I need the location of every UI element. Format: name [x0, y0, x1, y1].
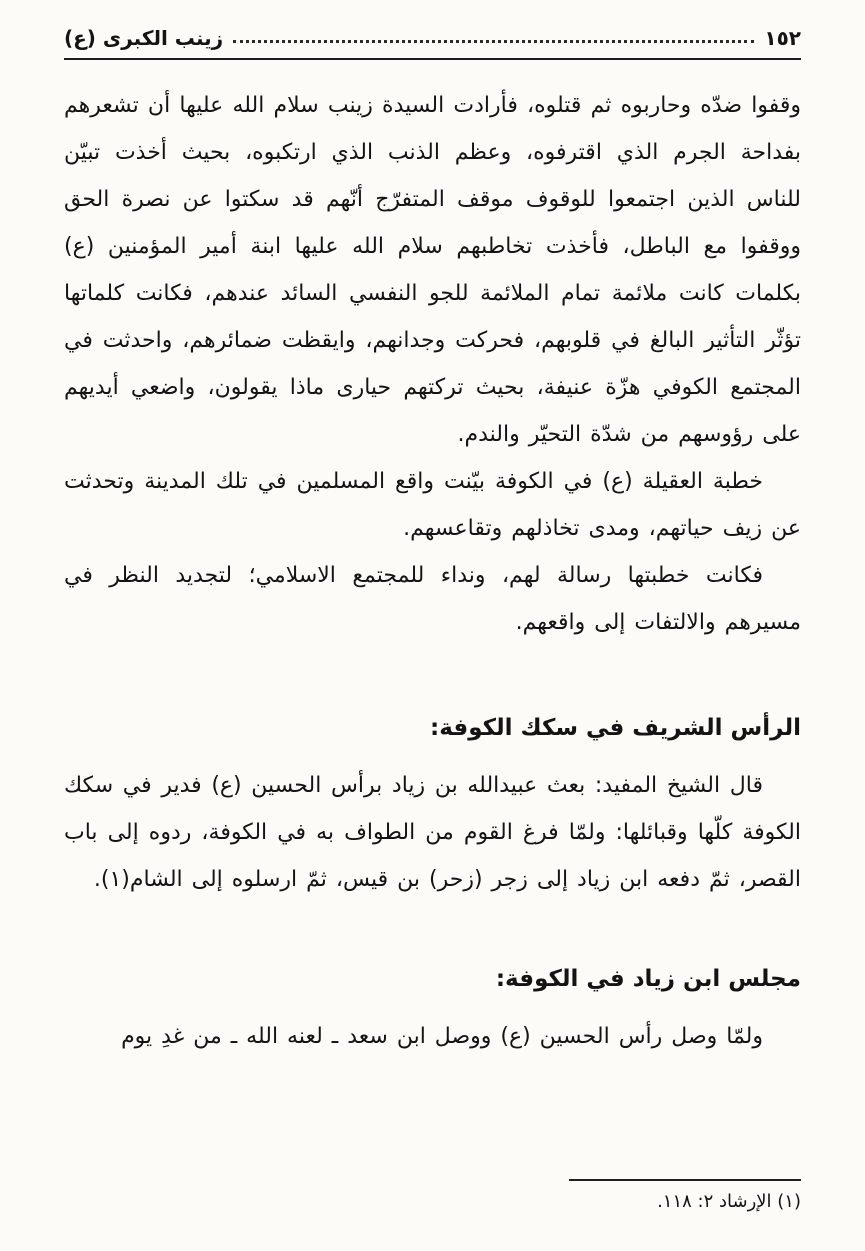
paragraph-1: وقفوا ضدّه وحاربوه ثم قتلوه، فأرادت السيدة زينب سلام الله عليها أن تشعرهم بفداحة الجرم الذي اقترفوه، وعظم الذنب الذي ارتكبوه، بحيث أخذت تبيّن للناس الذين اجتمعوا للوقوف موقف المتفرّج أنّهم قد سكتوا عن نصرة الحق ووقفوا مع الباطل، فأخذت تخاطبهم سلام الله عليها ابنة أمير المؤمنين (ع) بكلمات كانت ملائمة تمام الملائمة للجو النفسي السائد عندهم، فكانت كلماتها تؤثّر التأثير البالغ في قلوبهم، فحركت وجدانهم، وايقظت ضمائرهم، واحدثت في المجتمع الكوفي هزّة عنيفة، بحيث تركتهم حيارى ماذا يقولون، واضعي أيديهم على رؤوسهم من شدّة التحيّر والندم.	[64, 93, 801, 447]
footnote-area	[64, 1179, 801, 1215]
header-leader-dots	[233, 40, 754, 43]
paragraph-2: خطبة العقيلة (ع) في الكوفة بيّنت واقع المسلمين في تلك المدينة وتحدثت عن زيف حياتهم، ومدى تخاذلهم وتقاعسهم.	[64, 469, 801, 541]
header-rule	[64, 58, 801, 60]
page-number: ١٥٢	[764, 26, 801, 50]
page-body	[64, 82, 801, 1060]
section-heading-ibn-ziyad-majlis: مجلس ابن زياد في الكوفة:	[495, 966, 801, 992]
footnote-text: (١) الإرشاد ٢: ١١٨.	[657, 1191, 801, 1212]
book-title: زينب الكبرى (ع)	[64, 26, 224, 50]
paragraph-3: فكانت خطبتها رسالة لهم، ونداء للمجتمع الاسلامي؛ لتجديد النظر في مسيرهم والالتفات إلى واقعهم.	[64, 563, 801, 635]
section-heading-head-in-kufa-streets: الرأس الشريف في سكك الكوفة:	[430, 715, 801, 741]
running-header	[64, 26, 801, 58]
section-2-paragraph: ولمّا وصل رأس الحسين (ع) ووصل ابن سعد ـ لعنه الله ـ من غدِ يوم	[121, 1024, 763, 1049]
footnote-separator	[569, 1179, 801, 1181]
section-1-paragraph: قال الشيخ المفيد: بعث عبيدالله بن زياد برأس الحسين (ع) فدير في سكك الكوفة كلّها وقبائلها: ولمّا فرغ القوم من الطواف به في الكوفة، ردوه إلى باب القصر، ثمّ دفعه ابن زياد إلى زجر (زحر) بن قيس، ثمّ ارسلوه إلى الشام(١).	[64, 773, 801, 892]
